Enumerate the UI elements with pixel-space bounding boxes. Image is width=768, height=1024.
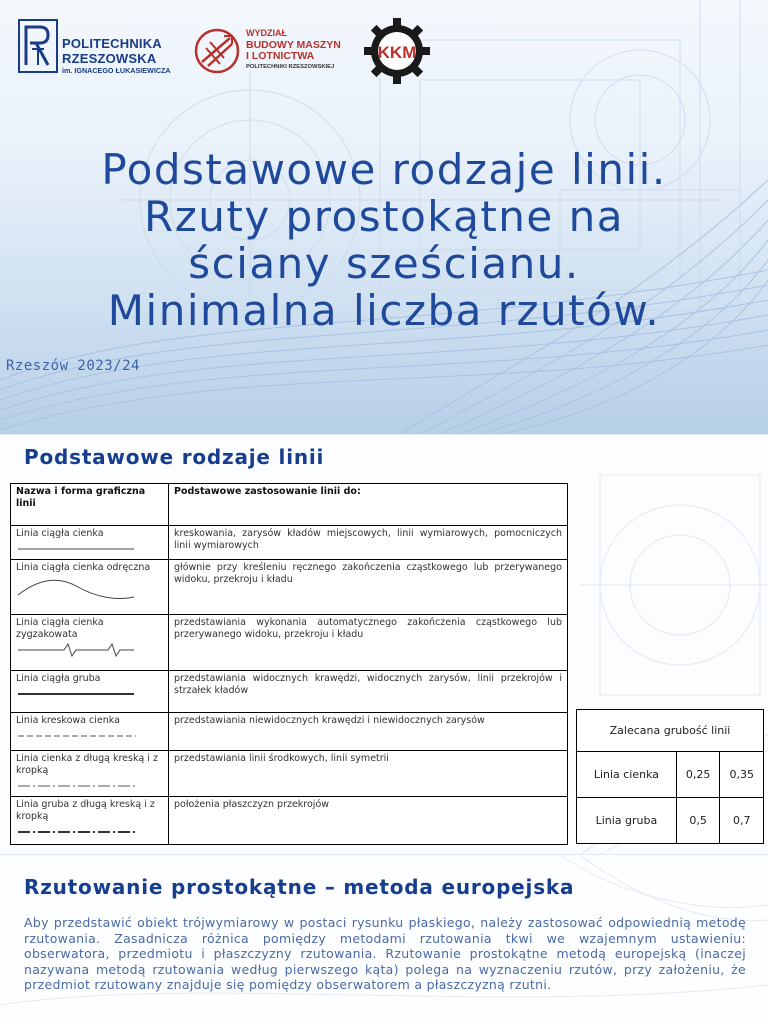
line-types-table bbox=[10, 483, 568, 845]
line-name-cell bbox=[11, 615, 169, 671]
line-use: przedstawiania niewidocznych krawędzi i niewidocznych zarysów bbox=[169, 713, 568, 751]
header-name: Nazwa i forma graficzna linii bbox=[11, 484, 169, 526]
table-header-row bbox=[11, 484, 568, 526]
line-use: głównie przy kreśleniu ręcznego zakończenia cząstkowego lub przerywanego widoku, przekroju i kładu bbox=[169, 560, 568, 615]
line-name-cell bbox=[11, 713, 169, 751]
thickness-label: Linia gruba bbox=[577, 798, 677, 844]
thin-dashdot-line-sample bbox=[16, 778, 146, 794]
politechnika-logo-text bbox=[62, 36, 212, 76]
lines-heading: Podstawowe rodzaje linii bbox=[24, 445, 325, 469]
line-name-cell bbox=[11, 560, 169, 615]
date-text: Rzeszów 2023/24 bbox=[6, 358, 140, 374]
line-use: kreskowania, zarysów kładów miejscowych, linii wymiarowych, pomocniczych linii wymiarowych bbox=[169, 526, 568, 560]
table-row bbox=[11, 615, 568, 671]
thick-solid-line-sample bbox=[16, 686, 146, 702]
freehand-line-sample bbox=[16, 575, 146, 601]
line-use: położenia płaszczyzn przekrojów bbox=[169, 797, 568, 845]
table-row bbox=[11, 713, 568, 751]
title-slide bbox=[0, 0, 768, 434]
line-name: Linia ciągła cienka odręczna bbox=[16, 562, 151, 573]
zigzag-line-sample bbox=[16, 642, 146, 658]
thickness-header: Zalecana grubość linii bbox=[577, 710, 764, 752]
table-row bbox=[11, 560, 568, 615]
thickness-header-row bbox=[577, 710, 764, 752]
line-name: Linia gruba z długą kreską i z kropką bbox=[16, 799, 155, 822]
projection-paragraph: Aby przedstawić obiekt trójwymiarowy w postaci rysunku płaskiego, należy zastosować odpowiednią metodę rzutowania. Zasadnicza różnica pomiędzy metodami rzutowania tkwi we wzajemnym ustawieniu: obserwatora, przedmiotu i płaszczyzny rzutowania. Rzutowanie prostokątne metodą europejską (inaczej nazywana metodą rzutowania według pierwszego kąta) polega na wyznaczeniu rzutów, przy założeniu, że przedmiot rzutowany znajduje się pomiędzy obserwatorem a płaszczyzną rzutni. bbox=[24, 915, 746, 992]
lines-slide bbox=[0, 434, 768, 854]
wbmil-logo-text bbox=[246, 28, 376, 72]
line-name-cell bbox=[11, 526, 169, 560]
logo-wb-line4: POLITECHNIKI RZESZOWSKIEJ bbox=[246, 63, 335, 70]
line-name-cell bbox=[11, 797, 169, 845]
header-use: Podstawowe zastosowanie linii do: bbox=[169, 484, 568, 526]
kkm-gear-logo-icon bbox=[362, 16, 432, 86]
logo-pr-line2: RZESZOWSKA bbox=[62, 51, 157, 66]
table-row bbox=[11, 751, 568, 797]
title-line-1: Podstawowe rodzaje linii. bbox=[101, 145, 667, 194]
thickness-value-2: 0,35 bbox=[720, 752, 764, 798]
thick-dashdot-line-sample bbox=[16, 824, 146, 840]
table-row bbox=[11, 526, 568, 560]
line-name-cell bbox=[11, 671, 169, 713]
dashed-line-sample bbox=[16, 728, 146, 744]
line-name: Linia ciągła gruba bbox=[16, 673, 101, 684]
thin-solid-line-sample bbox=[16, 541, 146, 557]
logo-wb-line3: I LOTNICTWA bbox=[246, 50, 315, 62]
thickness-value-2: 0,7 bbox=[720, 798, 764, 844]
title-line-2: Rzuty prostokątne na bbox=[144, 192, 624, 241]
logo-pr-line1: POLITECHNIKA bbox=[62, 36, 162, 51]
politechnika-logo-icon bbox=[18, 19, 58, 73]
logo-wb-line2: BUDOWY MASZYN bbox=[246, 38, 341, 51]
line-name: Linia cienka z długą kreską i z kropką bbox=[16, 753, 158, 776]
logo-wb-line1: WYDZIAŁ bbox=[246, 28, 287, 38]
thickness-label: Linia cienka bbox=[577, 752, 677, 798]
projection-heading: Rzutowanie prostokątne – metoda europejska bbox=[24, 875, 575, 899]
line-use: przedstawiania linii środkowych, linii symetrii bbox=[169, 751, 568, 797]
kkm-logo-label: KKM bbox=[377, 43, 417, 62]
line-thickness-table bbox=[576, 709, 764, 844]
table-row bbox=[577, 752, 764, 798]
title-line-3: ściany sześcianu. bbox=[188, 239, 580, 288]
wbmil-logo-icon bbox=[194, 28, 240, 74]
table-row bbox=[577, 798, 764, 844]
thickness-value-1: 0,5 bbox=[676, 798, 720, 844]
logo-bar bbox=[18, 14, 438, 84]
line-name: Linia kreskowa cienka bbox=[16, 715, 120, 726]
projection-slide bbox=[0, 854, 768, 1024]
line-name-cell bbox=[11, 751, 169, 797]
line-name: Linia ciągła cienka zygzakowata bbox=[16, 617, 104, 640]
line-use: przedstawiania widocznych krawędzi, widocznych zarysów, linii przekrojów i strzałek kładów bbox=[169, 671, 568, 713]
line-use: przedstawiania wykonania automatycznego zakończenia cząstkowego lub przerywanego widoku, przekroju i kładu bbox=[169, 615, 568, 671]
title-line-4: Minimalna liczba rzutów. bbox=[107, 286, 661, 335]
logo-pr-line3: im. IGNACEGO ŁUKASIEWICZA bbox=[62, 66, 171, 75]
page-title bbox=[30, 146, 738, 334]
table-row bbox=[11, 797, 568, 845]
line-name: Linia ciągła cienka bbox=[16, 528, 104, 539]
table-row bbox=[11, 671, 568, 713]
thickness-value-1: 0,25 bbox=[676, 752, 720, 798]
